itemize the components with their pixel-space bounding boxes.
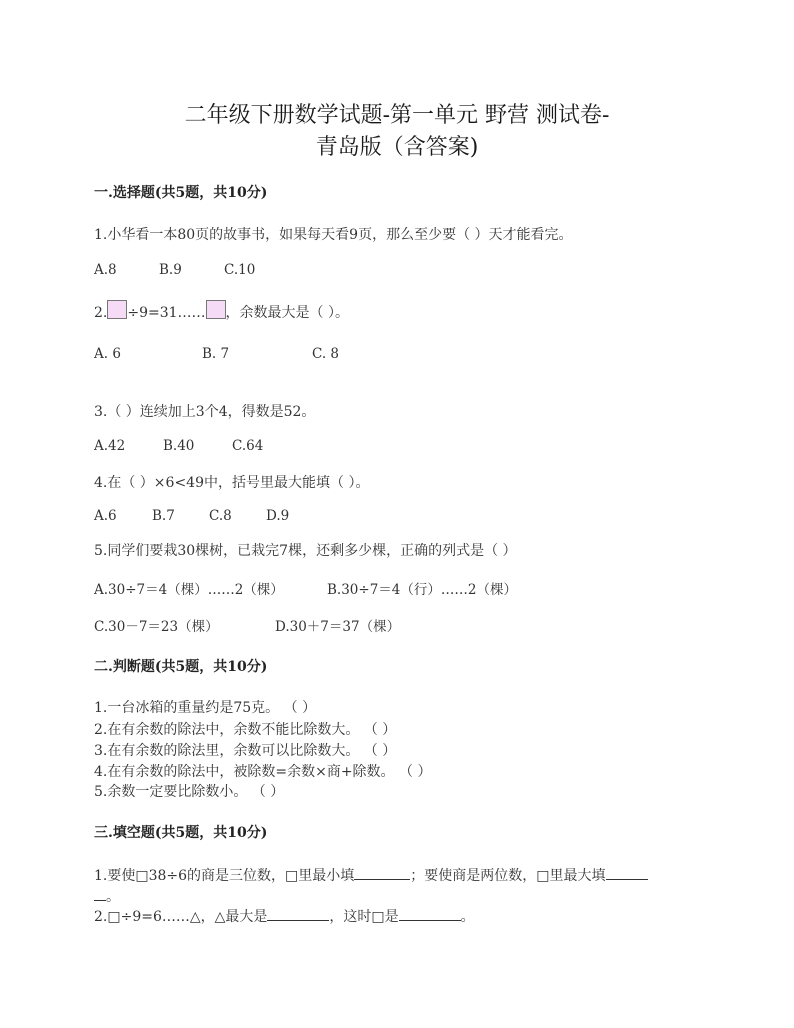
question-5: 5.同学们要栽30棵树，已栽完7棵，还剩多少棵，正确的列式是（ ）	[94, 543, 517, 559]
q2-dividend-box	[107, 300, 127, 319]
judge-item-3: 3.在有余数的除法里，余数可以比除数大。 （ ）	[94, 743, 397, 759]
q2-option-c: C. 8	[312, 346, 340, 362]
page-title-line1: 二年级下册数学试题-第一单元 野营 测试卷-	[184, 103, 610, 128]
fill-q2-end: 。	[460, 909, 475, 925]
fill-q1-blank2-end	[94, 888, 106, 901]
q4-option-c: C.8	[209, 508, 232, 524]
fill-q1-end: 。	[106, 889, 120, 905]
q2-prefix: 2.	[94, 305, 108, 321]
page-title-line2: 青岛版（含答案)	[315, 135, 479, 160]
section3-heading: 三.填空题(共5题，共10分)	[94, 825, 268, 841]
judge-item-2: 2.在有余数的除法中，余数不能比除数大。 （ ）	[94, 722, 397, 738]
fill-q2-blank1	[267, 908, 329, 921]
section2-heading: 二.判断题(共5题，共10分)	[94, 659, 268, 675]
question-2	[94, 300, 349, 322]
q3-option-a: A.42	[94, 438, 126, 454]
judge-item-1: 1.一台冰箱的重量约是75克。 （ ）	[94, 700, 317, 716]
q2-option-b: B. 7	[202, 346, 230, 362]
q2-middle: ÷9=31……	[127, 305, 206, 321]
fill-q2-blank2	[399, 908, 461, 921]
q1-option-a: A.8	[94, 262, 117, 278]
question-1: 1.小华看一本80页的故事书，如果每天看9页，那么至少要（ ）天才能看完。	[94, 227, 573, 243]
fill-q2-part1: 2.□÷9=6……△，△最大是	[94, 909, 268, 925]
fill-question-1	[94, 865, 648, 885]
q3-option-c: C.64	[232, 438, 264, 454]
q2-remainder-box	[206, 300, 226, 319]
question-3: 3.（ ）连续加上3个4，得数是52。	[94, 404, 316, 420]
q3-option-b: B.40	[163, 438, 195, 454]
q2-suffix: ，余数最大是（ ）。	[225, 305, 349, 321]
q4-option-b: B.7	[152, 508, 175, 524]
q5-option-b: B.30÷7＝4（行）……2（棵）	[327, 582, 517, 598]
q1-option-c: C.10	[224, 262, 256, 278]
q5-option-d: D.30＋7＝37（棵）	[275, 619, 401, 635]
fill-q1-blank1	[354, 867, 410, 880]
fill-q1-part2: ；要使商是两位数，□里最大填	[410, 868, 606, 884]
fill-question-1-cont	[94, 886, 120, 906]
question-4: 4.在（ ）×6<49中，括号里最大能填（ ）。	[94, 475, 370, 491]
fill-q1-blank2-start	[606, 867, 648, 880]
judge-item-4: 4.在有余数的除法中，被除数=余数×商+除数。 （ ）	[94, 764, 432, 780]
judge-item-5: 5.余数一定要比除数小。 （ ）	[94, 784, 285, 800]
fill-question-2	[94, 906, 475, 926]
q4-option-d: D.9	[266, 508, 290, 524]
q2-option-a: A. 6	[94, 346, 121, 362]
q4-option-a: A.6	[94, 508, 117, 524]
fill-q1-part1: 1.要使□38÷6的商是三位数，□里最小填	[94, 868, 355, 884]
fill-q2-part2: ，这时□是	[329, 909, 399, 925]
q5-option-c: C.30－7＝23（棵）	[94, 619, 219, 635]
q1-option-b: B.9	[159, 262, 182, 278]
q5-option-a: A.30÷7＝4（棵）……2（棵）	[94, 582, 284, 598]
section1-heading: 一.选择题(共5题，共10分)	[94, 185, 268, 201]
